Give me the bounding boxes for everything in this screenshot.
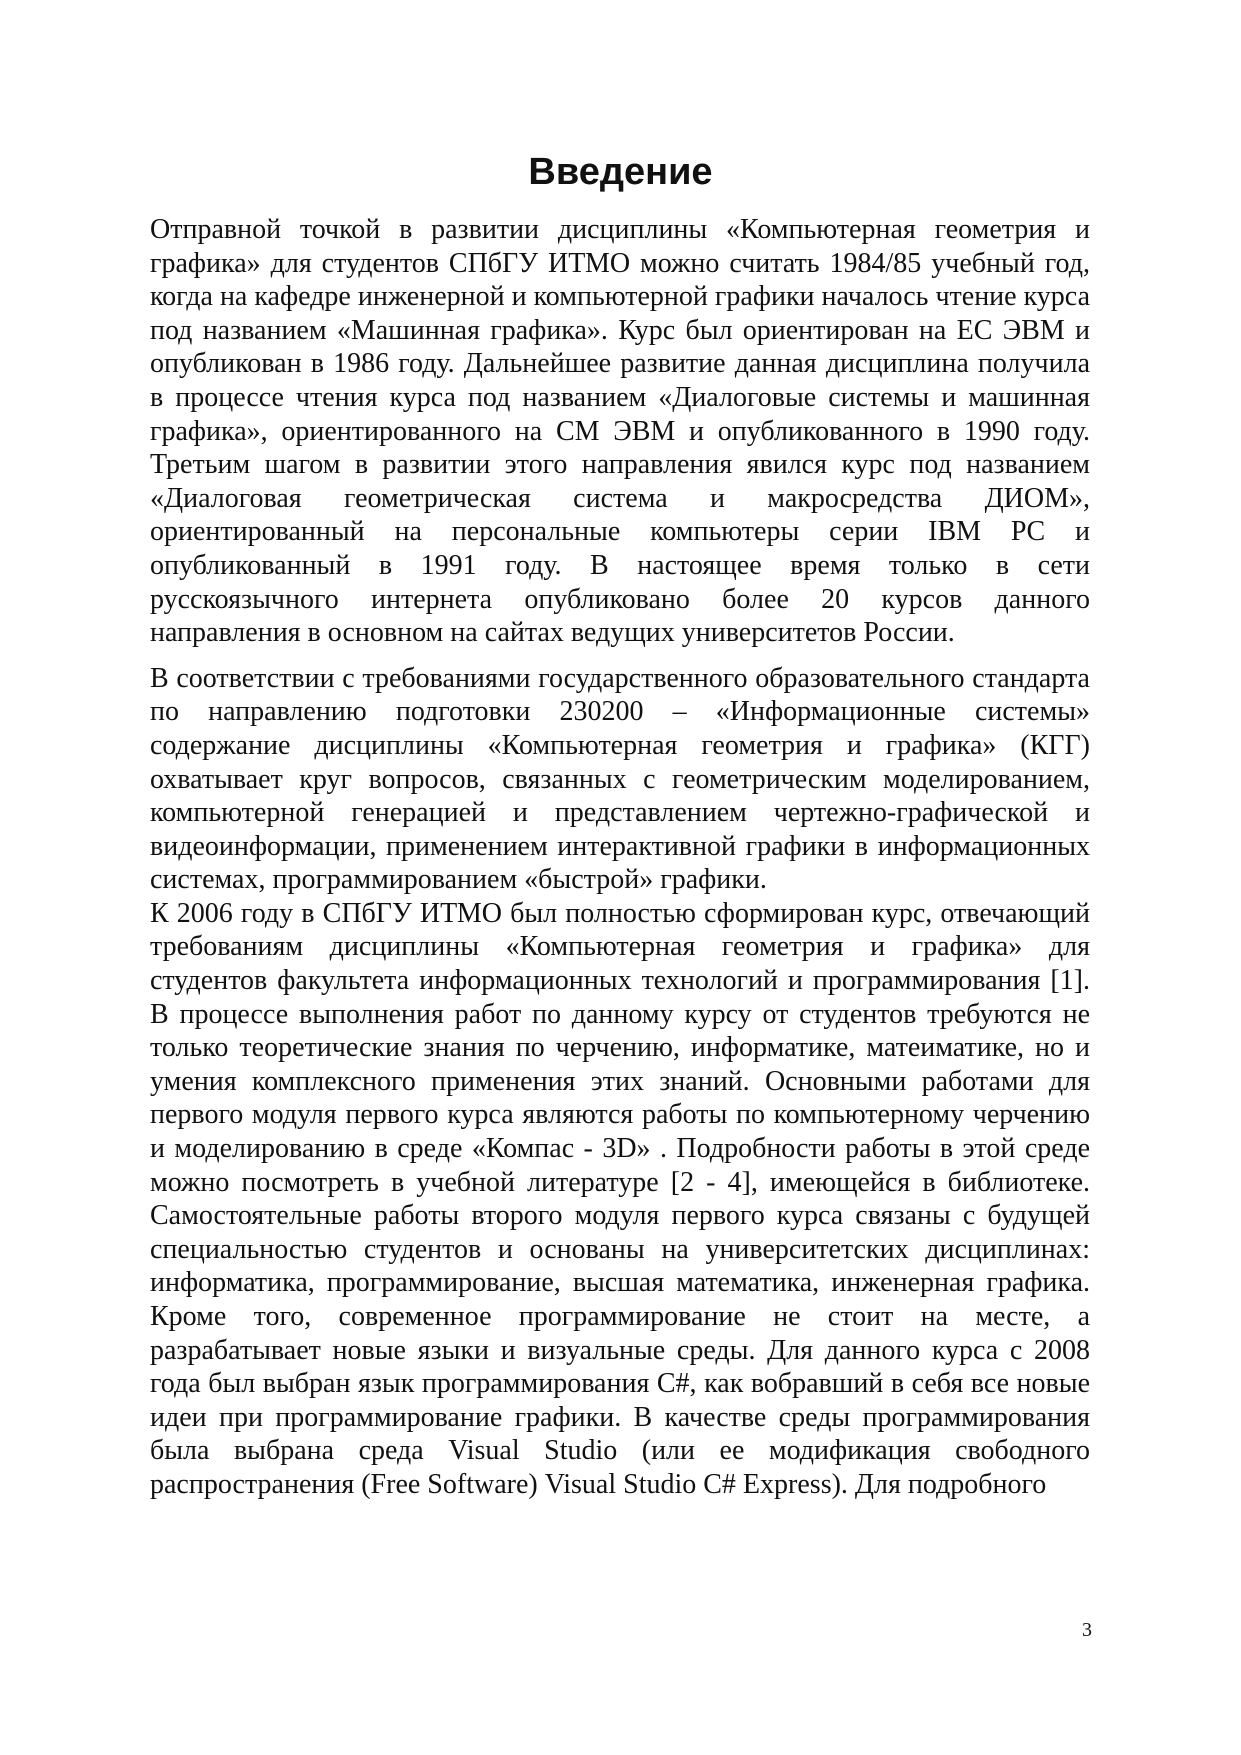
paragraph-standard: В соответствии с требованиями государственного образовательного стандарта по направлению подготовки 230200 – «Информационные системы» содержание дисциплины «Компьютерная геометрия и графика» (КГГ) охватывает круг вопросов, связанных с геометрическим моделированием, компьютерной генерацией и представлением чертежно-графической и видеоинформации, применением интерактивной графики в информационных системах, программированием «быстрой» графики. [150,662,1090,896]
paragraph-course: К 2006 году в СПбГУ ИТМО был полностью сформирован курс, отвечающий требованиям дисциплины «Компьютерная геометрия и графика» для студентов факультета информационных технологий и программирования [1]. В процессе выполнения работ по данному курсу от студентов требуются не только теоретические знания по черчению, информатике, матеиматике, но и умения комплексного применения этих знаний. Основными работами для первого модуля первого курса являются работы по компьютерному черчению и моделированию в среде «Компас - 3D» . Подробности работы в этой среде можно посмотреть в учебной литературе [2 - 4], имеющейся в библиотеке. Самостоятельные работы второго модуля первого курса связаны с будущей специальностью студентов и основаны на университетских дисциплинах: информатика, программирование, высшая математика, инженерная графика. Кроме того, современное программирование не стоит на месте, а разрабатывает новые языки и визуальные среды. Для данного курса с 2008 года был выбран язык программирования C#, как вобравший в себя все новые идеи при программирование графики. В качестве среды программирования была выбрана среда Visual Studio (или ее модификация свободного распространения (Free Software) Visual Studio C# Express). Для подробного [150,897,1090,1500]
body-text [150,213,1090,1502]
page-title: Введение [528,151,713,193]
page-number: 3 [1082,1619,1092,1641]
paragraph-history: Отправной точкой в развитии дисциплины «Компьютерная геометрия и графика» для студентов СПбГУ ИТМО можно считать 1984/85 учебный год, когда на кафедре инженерной и компьютерной графики началось чтение курса под названием «Машинная графика». Курс был ориентирован на ЕС ЭВМ и опубликован в 1986 году. Дальнейшее развитие данная дисциплина получила в процессе чтения курса под названием «Диалоговые системы и машинная графика», ориентированного на СМ ЭВМ и опубликованного в 1990 году. Третьим шагом в развитии этого направления явился курс под названием «Диалоговая геометрическая система и макросредства ДИОМ», ориентированный на персональные компьютеры серии IBM PC и опубликованный в 1991 году. В настоящее время только в сети русскоязычного интернета опубликовано более 20 курсов данного направления в основном на сайтах ведущих университетов России. [150,214,1090,649]
